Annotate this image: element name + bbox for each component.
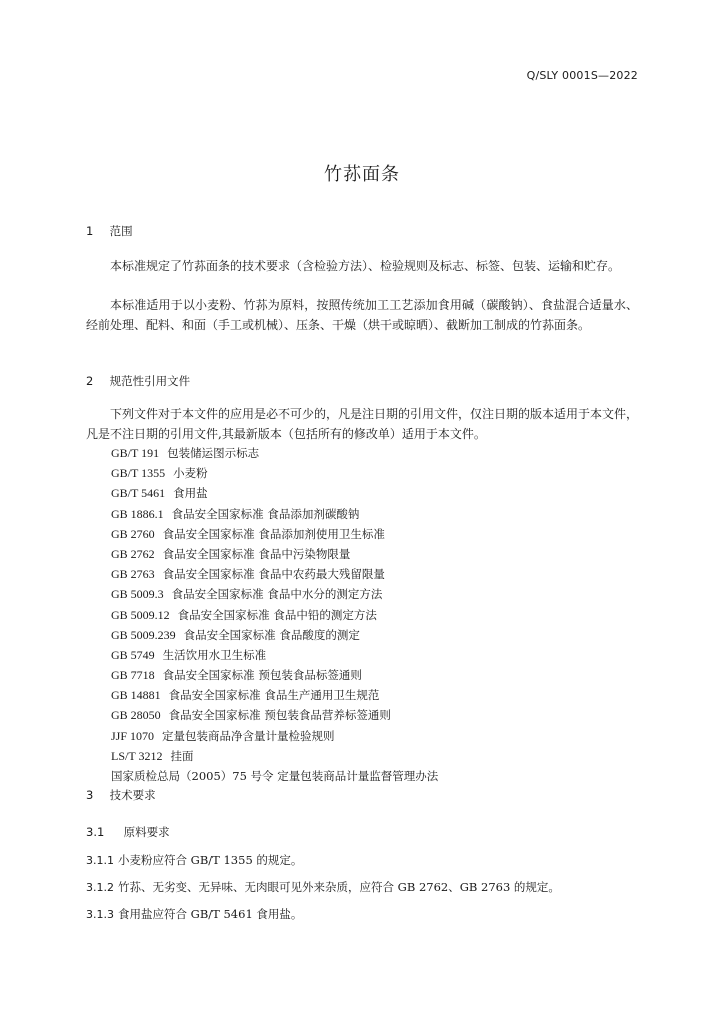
reference-item [111,766,438,786]
clause-text: 食用盐应符合 GB/T 5461 食用盐。 [118,907,303,921]
reference-name: 定量包装商品净含量计量检验规则 [162,728,335,743]
reference-name: 食品安全国家标准 食品添加剂使用卫生标准 [162,526,385,541]
reference-name: 食品安全国家标准 预包装食品标签通则 [162,668,362,683]
reference-name: 食品安全国家标准 预包装食品营养标签通则 [168,708,391,723]
reference-name: 挂面 [170,748,194,763]
clause-3-1-3 [86,906,302,922]
reference-name: 食品安全国家标准 食品添加剂碳酸钠 [171,506,360,521]
reference-list [111,443,438,786]
references-intro: 下列文件对于本文件的应用是必不可少的，凡是注日期的引用文件，仅注日期的版本适用于本文件，凡是不注日期的引用文件,其最新版本（包括所有的修改单）适用于本文件。 [86,407,639,441]
reference-code: GB/T 191 [111,446,160,460]
section-number: 1 [86,224,94,238]
section-1-heading [86,223,133,239]
reference-name: 食品安全国家标准 食品中铅的测定方法 [177,607,377,622]
reference-item [111,463,438,483]
reference-item [111,625,438,645]
reference-name: 食品安全国家标准 食品酸度的测定 [183,627,360,642]
reference-code: LS/T 3212 [111,748,163,763]
reference-name: 包装储运图示标志 [167,446,260,460]
subsection-number: 3.1 [86,825,105,839]
section-3-heading [86,787,156,803]
reference-name: 食品安全国家标准 食品中污染物限量 [162,546,351,561]
reference-item [111,645,438,665]
reference-code: GB/T 1355 [111,466,166,481]
reference-code: GB 2762 [111,546,155,561]
clause-number: 3.1.3 [86,908,114,921]
subsection-3-1-heading [86,824,170,840]
reference-item [111,746,438,766]
reference-name: 食品安全国家标准 食品中水分的测定方法 [171,587,383,602]
reference-code: GB 1886.1 [111,506,164,521]
clause-text: 小麦粉应符合 GB/T 1355 的规定。 [118,853,303,867]
clause-text: 竹荪、无劣变、无异味、无肉眼可见外来杂质，应符合 GB 2762、GB 2763 的规定。 [118,880,560,894]
section-2-heading [86,373,190,389]
reference-code: GB 2760 [111,526,155,541]
reference-code: GB/T 5461 [111,486,166,501]
section-number: 3 [86,788,94,802]
clause-number: 3.1.1 [86,854,114,867]
reference-name: 小麦粉 [173,466,208,481]
reference-code: GB 14881 [111,688,161,703]
clause-number: 3.1.2 [86,881,114,894]
section-number: 2 [86,374,94,388]
section-title: 规范性引用文件 [109,374,191,388]
reference-name: 食用盐 [173,486,208,501]
scope-paragraph-2: 本标准适用于以小麦粉、竹荪为原料，按照传统加工工艺添加食用碱（碳酸钠）、食盐混合适量水、经前处理、配料、和面（手工或机械）、压条、干燥（烘干或晾晒）、截断加工制成的竹荪面条。 [86,298,638,332]
reference-item [111,685,438,705]
reference-item [111,726,438,746]
clause-3-1-1 [86,852,302,868]
reference-item [111,443,438,463]
reference-code: JJF 1070 [111,728,155,743]
reference-item [111,705,438,725]
section-title: 技术要求 [109,788,156,802]
clause-3-1-2 [86,879,560,895]
reference-code: GB 5009.12 [111,607,170,622]
reference-item [111,564,438,584]
reference-item [111,605,438,625]
reference-name: 生活饮用水卫生标准 [162,647,267,662]
reference-item [111,665,438,685]
document-title: 竹荪面条 [324,164,400,185]
scope-paragraph-1: 本标准规定了竹荪面条的技术要求（含检验方法）、检验规则及标志、标签、包装、运输和贮存。 [110,259,621,273]
reference-code: GB 5009.239 [111,627,176,642]
reference-name: 食品安全国家标准 食品中农药最大残留限量 [162,567,385,582]
reference-code: GB 28050 [111,708,161,723]
reference-name: 国家质检总局（2005）75 号令 定量包装商品计量监督管理办法 [111,769,439,783]
reference-item [111,504,438,524]
reference-code: GB 5749 [111,647,155,662]
reference-code: GB 5009.3 [111,587,164,602]
section-title: 范围 [109,224,133,238]
subsection-title: 原料要求 [123,825,170,839]
standard-code: Q/SLY 0001S—2022 [526,69,638,82]
reference-item [111,584,438,604]
reference-item [111,544,438,564]
reference-name: 食品安全国家标准 食品生产通用卫生规范 [168,688,380,703]
reference-code: GB 7718 [111,668,155,683]
reference-code: GB 2763 [111,567,155,582]
reference-item [111,524,438,544]
reference-item [111,483,438,503]
